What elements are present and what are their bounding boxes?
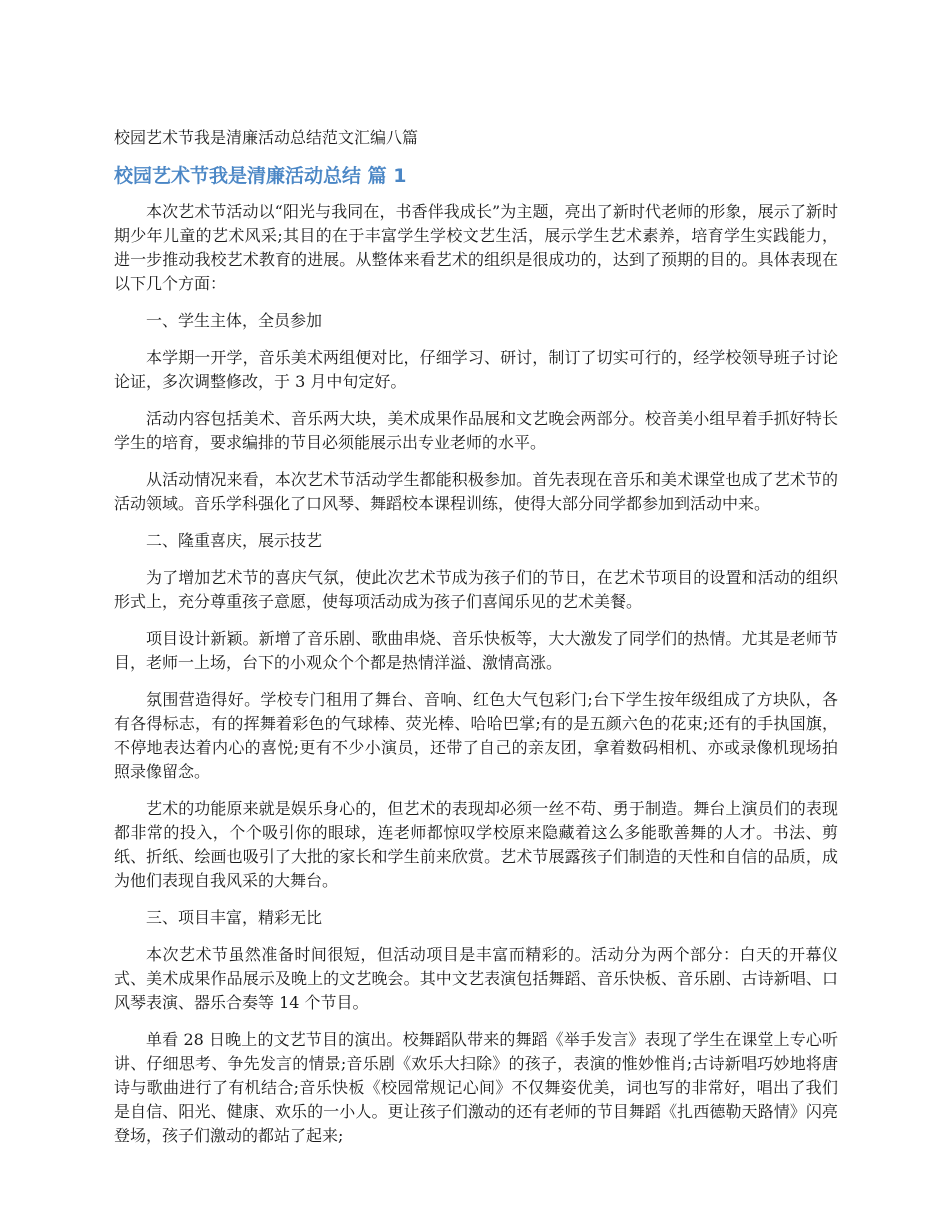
paragraph: 本次艺术节虽然准备时间很短，但活动项目是丰富而精彩的。活动分为两个部分：白天的开幕仪式、美术成果作品展示及晚上的文艺晚会。其中文艺表演包括舞蹈、音乐快板、音乐剧、古诗新唱、口风琴表演、器乐合奏等 14 个节目。 [114, 945, 838, 1012]
paragraph: 本学期一开学，音乐美术两组便对比，仔细学习、研讨，制订了切实可行的，经学校领导班子讨论论证，多次调整修改，于 3 月中旬定好。 [114, 348, 838, 391]
section-heading: 校园艺术节我是清廉活动总结 篇 1 [114, 165, 407, 187]
document-title: 校园艺术节我是清廉活动总结范文汇编八篇 [114, 128, 419, 147]
subheading-2: 二、隆重喜庆，展示技艺 [146, 531, 323, 550]
subheading-1: 一、学生主体，全员参加 [146, 311, 323, 330]
subheading-3: 三、项目丰富，精彩无比 [146, 908, 323, 927]
paragraph: 艺术的功能原来就是娱乐身心的，但艺术的表现却必须一丝不苟、勇于制造。舞台上演员们的表现都非常的投入，个个吸引你的眼球，连老师都惊叹学校原来隐藏着这么多能歌善舞的人才。书法、剪纸、折纸、绘画也吸引了大批的家长和学生前来欣赏。艺术节展露孩子们制造的天性和自信的品质，成为他们表现自我风采的大舞台。 [114, 799, 838, 890]
paragraph-intro: 本次艺术节活动以“阳光与我同在，书香伴我成长”为主题，亮出了新时代老师的形象，展示了新时期少年儿童的艺术风采;其目的在于丰富学生学校文艺生活，展示学生艺术素养，培育学生实践能力，进一步推动我校艺术教育的进展。从整体来看艺术的组织是很成功的，达到了预期的目的。具体表现在以下几个方面： [114, 202, 838, 293]
paragraph: 氛围营造得好。学校专门租用了舞台、音响、红色大气包彩门;台下学生按年级组成了方块队，各有各得标志，有的挥舞着彩色的气球棒、荧光棒、哈哈巴掌;有的是五颜六色的花束;还有的手执国旗，不停地表达着内心的喜悦;更有不少小演员，还带了自己的亲友团，拿着数码相机、亦或录像机现场拍照录像留念。 [114, 690, 838, 781]
paragraph: 单看 28 日晚上的文艺节目的演出。校舞蹈队带来的舞蹈《举手发言》表现了学生在课堂上专心听讲、仔细思考、争先发言的情景;音乐剧《欢乐大扫除》的孩子，表演的惟妙惟肖;古诗新唱巧妙地将唐诗与歌曲进行了有机结合;音乐快板《校园常规记心间》不仅舞姿优美，词也写的非常好，唱出了我们是自信、阳光、健康、欢乐的一小人。更让孩子们激动的还有老师的节目舞蹈《扎西德勒天路情》闪亮登场，孩子们激动的都站了起来; [114, 1030, 838, 1145]
paragraph: 项目设计新颖。新增了音乐剧、歌曲串烧、音乐快板等，大大激发了同学们的热情。尤其是老师节目，老师一上场，台下的小观众个个都是热情洋溢、激情高涨。 [114, 629, 838, 672]
paragraph: 为了增加艺术节的喜庆气氛，使此次艺术节成为孩子们的节日，在艺术节项目的设置和活动的组织形式上，充分尊重孩子意愿，使每项活动成为孩子们喜闻乐见的艺术美餐。 [114, 568, 838, 611]
paragraph: 活动内容包括美术、音乐两大块，美术成果作品展和文艺晚会两部分。校音美小组早着手抓好特长学生的培育，要求编排的节目必须能展示出专业老师的水平。 [114, 409, 838, 452]
paragraph: 从活动情况来看，本次艺术节活动学生都能积极参加。首先表现在音乐和美术课堂也成了艺术节的活动领域。音乐学科强化了口风琴、舞蹈校本课程训练，使得大部分同学都参加到活动中来。 [114, 470, 838, 513]
